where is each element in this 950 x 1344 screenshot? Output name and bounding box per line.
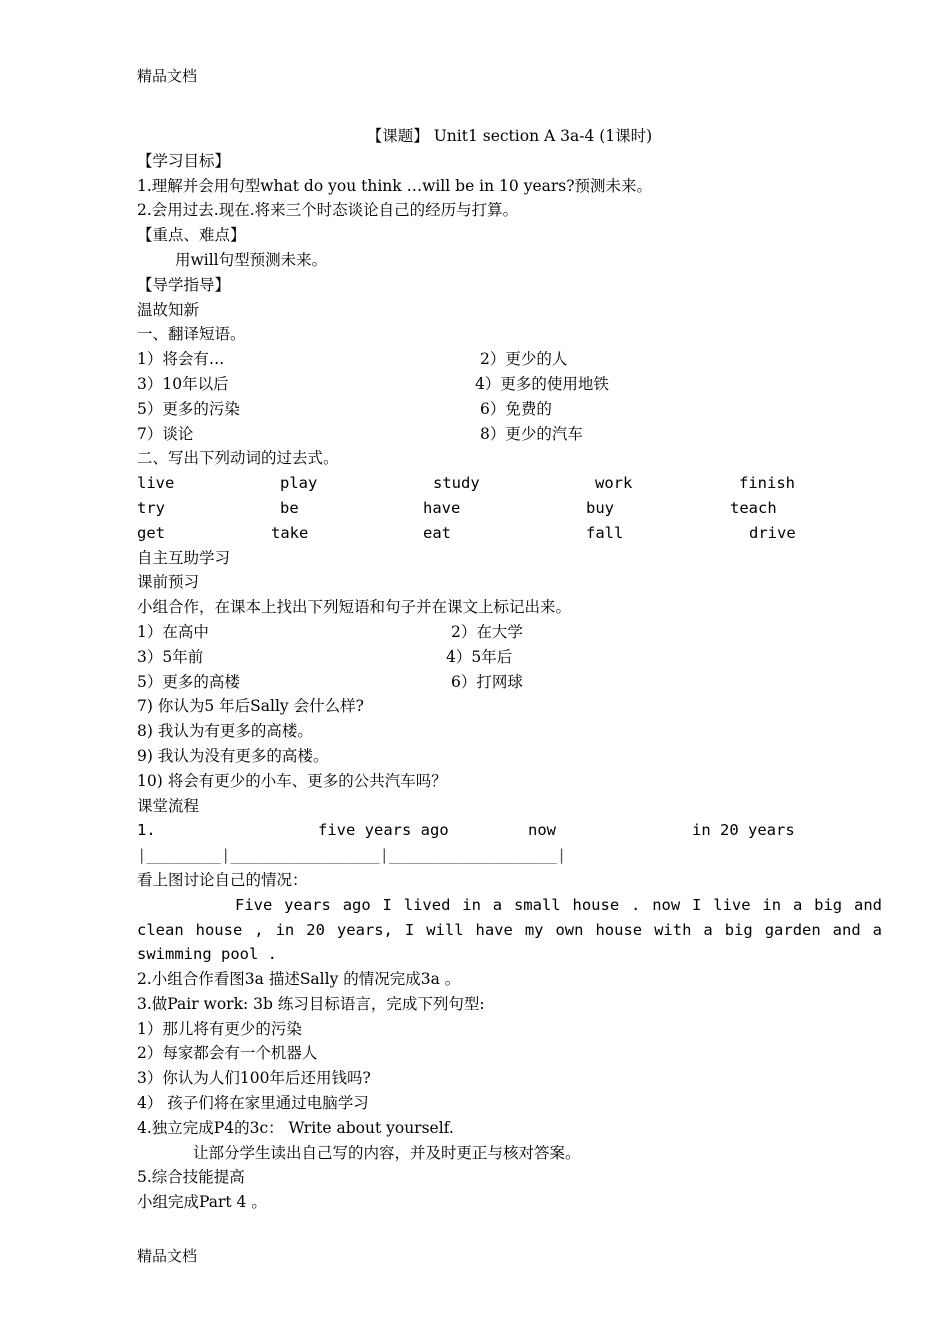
phrase-item: 1）在高中 [137,622,209,641]
verb-item: live [137,474,175,493]
phrase-item: 3）10年以后 [137,374,229,393]
verb-item: be [280,498,299,517]
phrase-item: 2）更少的人 [480,350,568,369]
timeline-number: 1. [137,821,156,840]
verb-item: try [137,498,165,517]
step3-item: 2）每家都会有一个机器人 [137,1044,318,1063]
phrase-item: 6）免费的 [480,399,552,418]
verb-item: fall [586,523,624,542]
self-study-instruction: 小组合作，在课本上找出下列短语和句子并在课文上标记出来。 [137,598,572,617]
objective-item: 2.会用过去.现在.将来三个时态谈论自己的经历与打算。 [137,201,519,220]
guide-heading: 【导学指导】 [137,275,231,294]
phrase-row [137,422,882,447]
step3-item: 3）你认为人们100年后还用钱吗? [137,1069,371,1088]
phrase-item: 5）更多的高楼 [137,672,240,691]
objective-item: 1.理解并会用句型what do you think …will be in 10 years?预测未来。 [137,176,653,195]
phrase-row [137,347,882,372]
step3-item: 4） 孩子们将在家里通过电脑学习 [137,1094,369,1113]
verb-item: finish [739,474,795,493]
sentence-item: 7) 你认为5 年后Sally 会什么样? [137,697,364,716]
verb-item: eat [423,523,451,542]
self-study-heading: 自主互助学习 [137,548,231,567]
verb-item: play [280,474,318,493]
discuss-prompt: 看上图讨论自己的情况： [137,870,308,889]
sentence-item: 9) 我认为没有更多的高楼。 [137,746,329,765]
phrase-item: 2）在大学 [451,622,523,641]
verb-row [137,496,882,521]
phrase-row [137,397,882,422]
verb-item: teach [730,498,777,517]
key-points-heading: 【重点、难点】 [137,226,246,245]
step-5: 5.综合技能提高 [137,1168,245,1187]
lesson-title: 【课题】 Unit1 section A 3a-4 (1课时) [366,127,653,145]
phrase-item: 8）更少的汽车 [480,424,583,443]
step4-note: 让部分学生读出自己写的内容，并及时更正与核对答案。 [193,1143,581,1162]
phrase-row [137,670,882,695]
verb-item: buy [586,498,614,517]
sentence-item: 10) 将会有更少的小车、更多的公共汽车吗？ [137,771,447,790]
phrase-item: 5）更多的污染 [137,399,240,418]
page-header: 精品文档 [137,67,198,85]
part1-title: 一、翻译短语。 [137,325,246,344]
step-4: 4.独立完成P4的3c： Write about yourself. [137,1118,454,1137]
phrase-item: 7）谈论 [137,424,194,443]
step-2: 2.小组合作看图3a 描述Sally 的情况完成3a 。 [137,970,461,989]
preview-label: 课前预习 [137,573,200,592]
verb-item: study [433,474,480,493]
sentence-item: 8) 我认为有更多的高楼。 [137,722,313,741]
phrase-item: 4）更多的使用地铁 [475,374,609,393]
phrase-item: 4）5年后 [446,647,513,666]
page-footer: 精品文档 [137,1247,198,1265]
key-points-text: 用will句型预测未来。 [175,250,328,269]
phrase-row [137,620,882,645]
verb-row [137,471,882,496]
review-label: 温故知新 [137,300,200,319]
verb-item: have [423,498,461,517]
step3-item: 1）那儿将有更少的污染 [137,1019,302,1038]
example-line: clean house , in 20 years, I will have my own house with a big garden and a [137,920,882,939]
example-line: swimming pool . [137,945,277,964]
verb-item: work [595,474,633,493]
timeline-label: in 20 years [692,821,795,840]
step5-note: 小组完成Part 4 。 [137,1193,267,1212]
step-3: 3.做Pair work: 3b 练习目标语言，完成下列句型: [137,994,485,1013]
phrase-item: 1）将会有… [137,350,225,369]
verb-item: drive [749,523,796,542]
verb-row [137,521,882,546]
timeline-label: five years ago [318,821,449,840]
verb-item: get [137,523,165,542]
objectives-heading: 【学习目标】 [137,151,231,170]
timeline-line: |________|________________|__________________| [137,846,567,865]
timeline-label: now [528,821,556,840]
phrase-row [137,645,882,670]
part2-title: 二、写出下列动词的过去式。 [137,449,339,468]
phrase-item: 6）打网球 [451,672,523,691]
document-body [137,124,882,1215]
timeline-labels [137,818,882,843]
classroom-heading: 课堂流程 [137,796,200,815]
verb-item: take [271,523,309,542]
phrase-row [137,372,882,397]
phrase-item: 3）5年前 [137,647,204,666]
example-line: Five years ago I lived in a small house . now I live in a big and [235,895,882,914]
